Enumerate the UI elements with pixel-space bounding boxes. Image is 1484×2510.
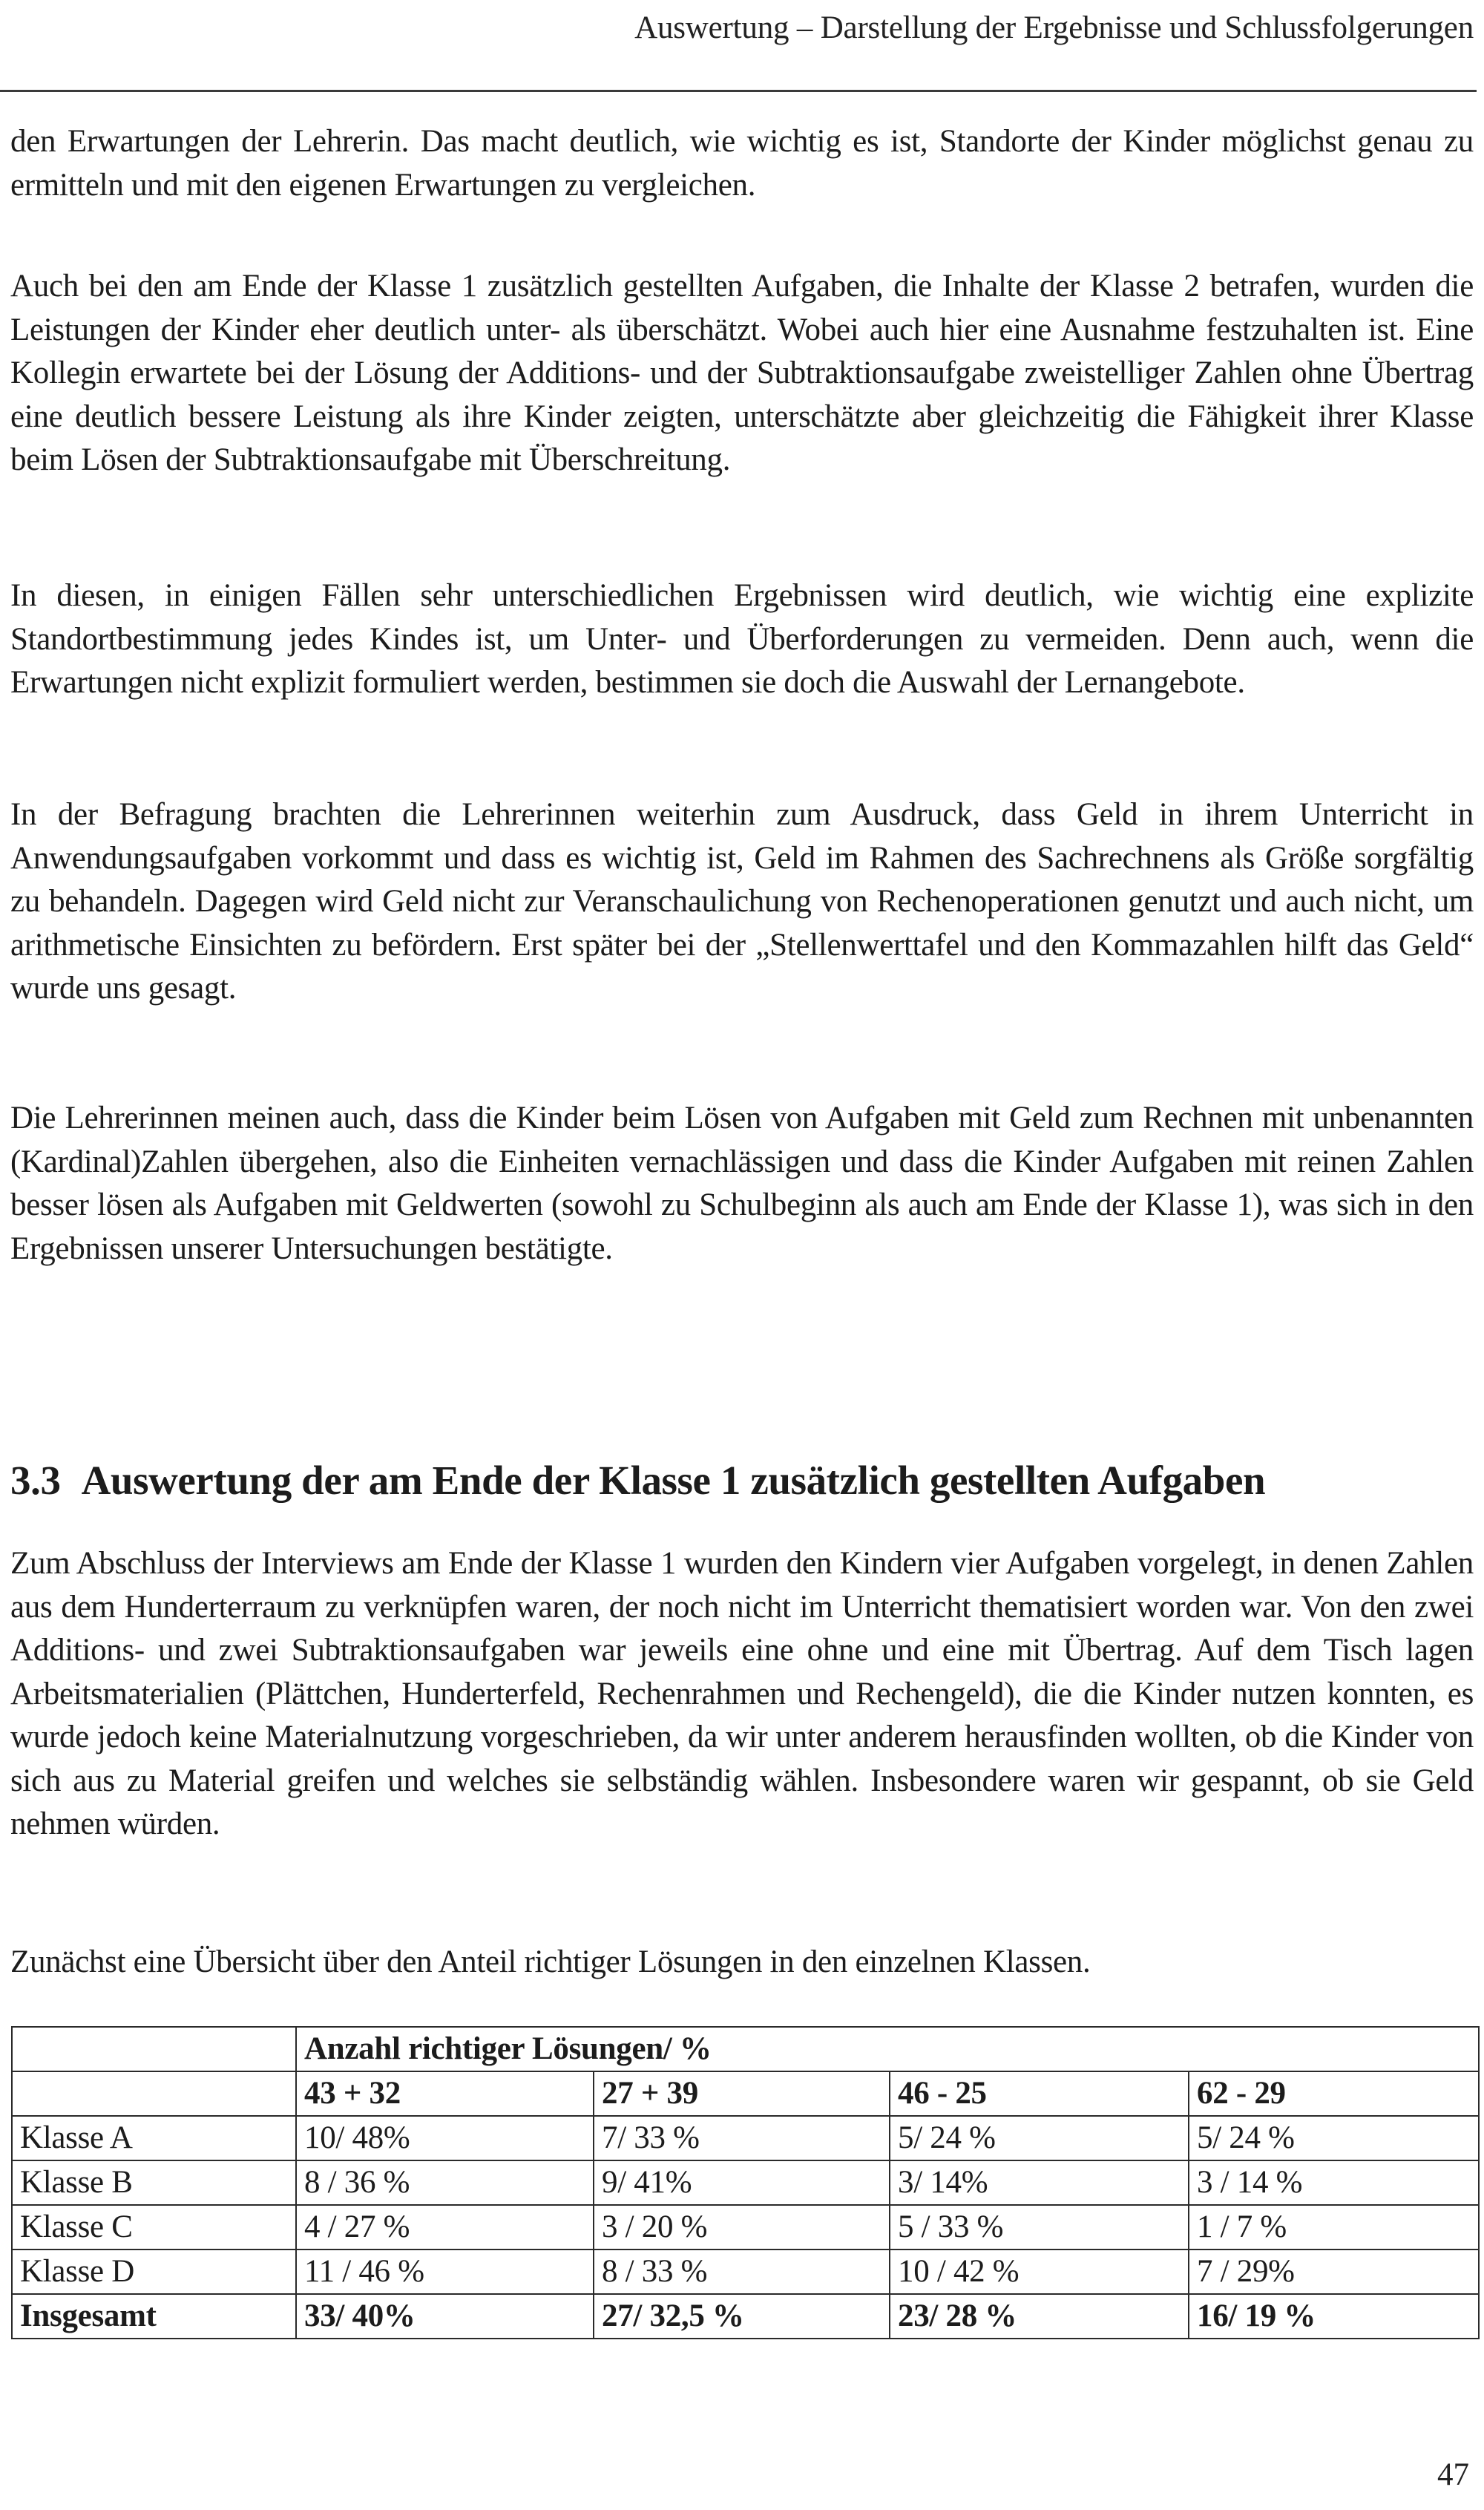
- section-number: 3.3: [10, 1458, 61, 1503]
- page-number: 47: [1437, 2457, 1469, 2492]
- table-group-header: Anzahl richtiger Lösungen/ %: [296, 2027, 1479, 2071]
- header-divider: [0, 90, 1477, 92]
- section-paragraph-1: Zum Abschluss der Interviews am Ende der Klasse 1 wurden den Kindern vier Aufgaben vorgelegt, in denen Zahlen aus dem Hunderterraum zu verknüpfen waren, der noch nicht im Unterricht thematisiert worden war. Von den zwei Additions- und zwei Subtraktionsaufgaben war jeweils eine ohne und eine mit Übertrag. Auf dem Tisch lagen Arbeitsmaterialien (Plättchen, Hunderterfeld, Rechenrahmen und Rechengeld), die die Kinder nutzen konnten, es wurde jedoch keine Materialnutzung vorgeschrieben, da wir unter anderem herausfinden wollten, ob die Kinder von sich aus zu Material greifen und welches sie selbständig wählen. Insbesondere waren wir gespannt, ob sie Geld nehmen würden.: [10, 1546, 1474, 1841]
- table-row: [12, 2205, 1479, 2250]
- table-group-header-row: [12, 2027, 1479, 2071]
- column-header: 62 - 29: [1189, 2071, 1479, 2116]
- total-cell: 23/ 28 %: [890, 2294, 1189, 2339]
- row-label: Klasse A: [12, 2116, 296, 2160]
- table-column-header-row: [12, 2071, 1479, 2116]
- table-total-row: [12, 2294, 1479, 2339]
- row-label: Klasse C: [12, 2205, 296, 2250]
- table-cell: 3 / 20 %: [594, 2205, 890, 2250]
- table-cell: 7 / 29%: [1189, 2250, 1479, 2294]
- running-header: Auswertung – Darstellung der Ergebnisse und Schlussfolgerungen: [634, 10, 1474, 45]
- table-cell: 10 / 42 %: [890, 2250, 1189, 2294]
- column-header: 27 + 39: [594, 2071, 890, 2116]
- total-cell: 27/ 32,5 %: [594, 2294, 890, 2339]
- table-cell: 8 / 36 %: [296, 2160, 594, 2205]
- table-cell: 5/ 24 %: [890, 2116, 1189, 2160]
- total-cell: 16/ 19 %: [1189, 2294, 1479, 2339]
- section-paragraph-2: Zunächst eine Übersicht über den Anteil richtiger Lösungen in den einzelnen Klassen.: [10, 1944, 1091, 1979]
- results-table: [11, 2026, 1480, 2339]
- table-cell: 10/ 48%: [296, 2116, 594, 2160]
- column-header: 46 - 25: [890, 2071, 1189, 2116]
- table-corner-cell: [12, 2027, 296, 2071]
- total-label: Insgesamt: [12, 2294, 296, 2339]
- paragraph-2: Auch bei den am Ende der Klasse 1 zusätzlich gestellten Aufgaben, die Inhalte der Klasse 2 betrafen, wurden die Leistungen der Kinder eher deutlich unter- als überschätzt. Wobei auch hier eine Ausnahme festzuhalten ist. Eine Kollegin erwartete bei der Lösung der Additions- und der Subtraktionsaufgabe zweistelliger Zahlen ohne Übertrag eine deutlich bessere Leistung als ihre Kinder zeigten, unterschätzte aber gleichzeitig die Fähigkeit ihrer Klasse beim Lösen der Subtraktionsaufgabe mit Überschreitung.: [10, 269, 1474, 477]
- table-row: [12, 2250, 1479, 2294]
- table-cell: 9/ 41%: [594, 2160, 890, 2205]
- table-cell: 4 / 27 %: [296, 2205, 594, 2250]
- paragraph-3: In diesen, in einigen Fällen sehr unterschiedlichen Ergebnissen wird deutlich, wie wichtig eine explizite Standortbestimmung jedes Kindes ist, um Unter- und Überforderungen zu vermeiden. Denn auch, wenn die Erwartungen nicht explizit formuliert werden, bestimmen sie doch die Auswahl der Lernangebote.: [10, 578, 1474, 700]
- table-row: [12, 2116, 1479, 2160]
- paragraph-5: Die Lehrerinnen meinen auch, dass die Kinder beim Lösen von Aufgaben mit Geld zum Rechnen mit unbenannten (Kardinal)Zahlen übergehen, also die Einheiten vernachlässigen und dass die Kinder Aufgaben mit reinen Zahlen besser lösen als Aufgaben mit Geldwerten (sowohl zu Schulbeginn als auch am Ende der Klasse 1), was sich in den Ergebnissen unserer Untersuchungen bestätigte.: [10, 1101, 1474, 1266]
- table-cell: 3/ 14%: [890, 2160, 1189, 2205]
- table-cell: 8 / 33 %: [594, 2250, 890, 2294]
- row-label: Klasse B: [12, 2160, 296, 2205]
- column-header: 43 + 32: [296, 2071, 594, 2116]
- total-cell: 33/ 40%: [296, 2294, 594, 2339]
- paragraph-1: den Erwartungen der Lehrerin. Das macht deutlich, wie wichtig es ist, Standorte der Kinder möglichst genau zu ermitteln und mit den eigenen Erwartungen zu vergleichen.: [10, 124, 1474, 203]
- table-cell: 5/ 24 %: [1189, 2116, 1479, 2160]
- table-cell: 1 / 7 %: [1189, 2205, 1479, 2250]
- table-cell: 11 / 46 %: [296, 2250, 594, 2294]
- section-heading: [10, 1455, 1474, 1507]
- paragraph-4: In der Befragung brachten die Lehrerinnen weiterhin zum Ausdruck, dass Geld in ihrem Unterricht in Anwendungsaufgaben vorkommt und dass es wichtig ist, Geld im Rahmen des Sachrechnens als Größe sorgfältig zu behandeln. Dagegen wird Geld nicht zur Veranschaulichung von Rechenoperationen genutzt und auch nicht, um arithmetische Einsichten zu befördern. Erst später bei der „Stellenwerttafel und den Kommazahlen hilft das Geld“ wurde uns gesagt.: [10, 797, 1474, 1006]
- row-label: Klasse D: [12, 2250, 296, 2294]
- table-cell: 7/ 33 %: [594, 2116, 890, 2160]
- table-row: [12, 2160, 1479, 2205]
- section-title: Auswertung der am Ende der Klasse 1 zusätzlich gestellten Aufgaben: [81, 1458, 1266, 1503]
- table-cell: 3 / 14 %: [1189, 2160, 1479, 2205]
- table-corner-cell: [12, 2071, 296, 2116]
- table-cell: 5 / 33 %: [890, 2205, 1189, 2250]
